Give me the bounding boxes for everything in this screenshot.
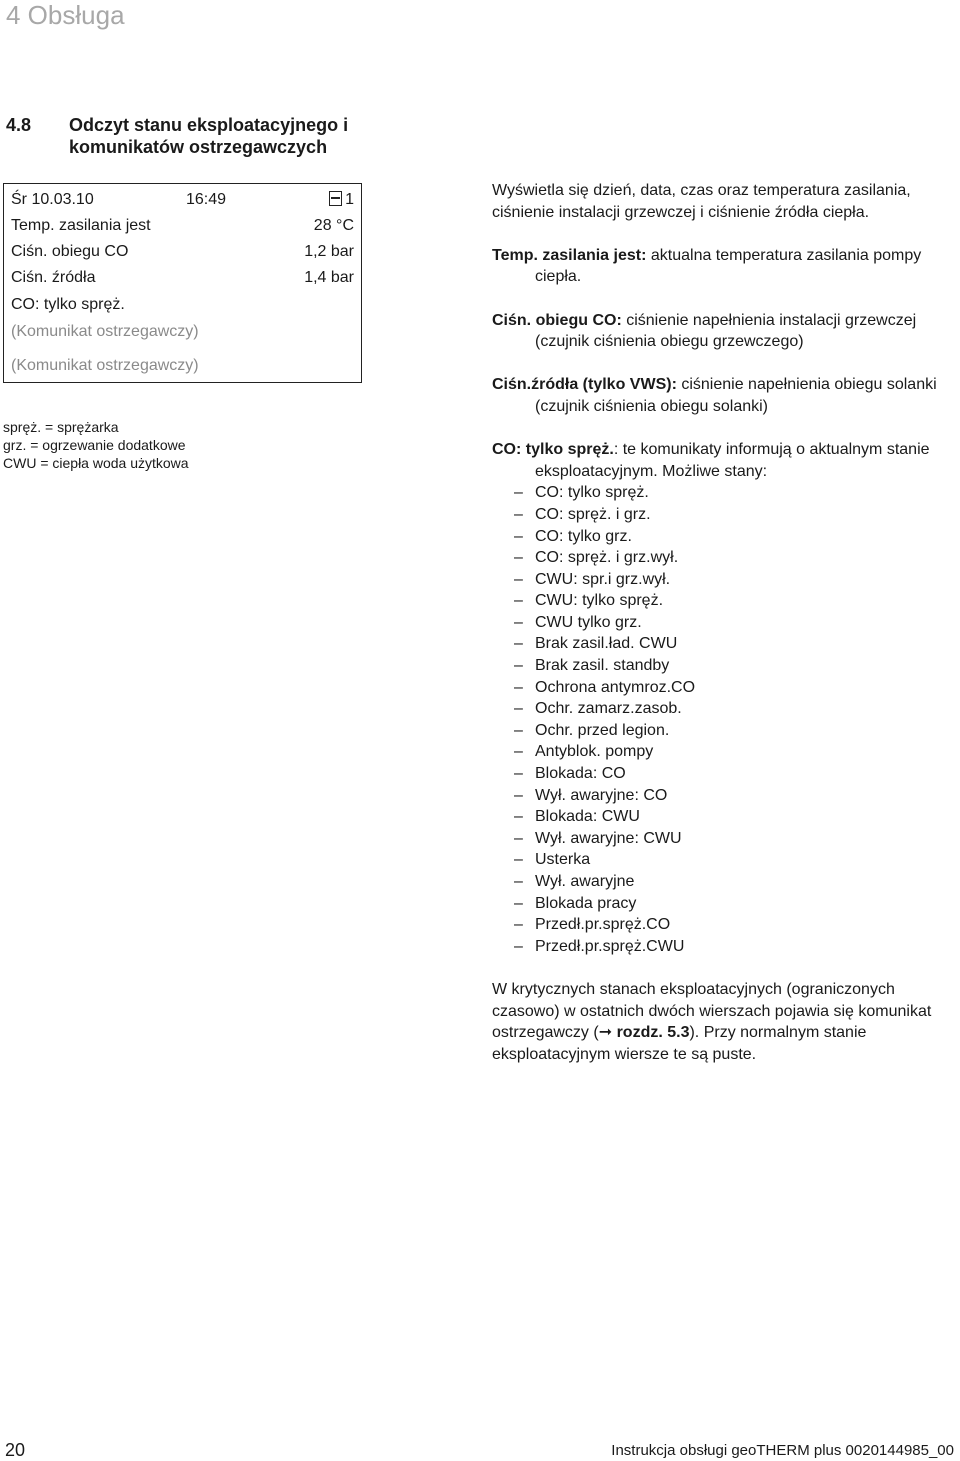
dash-marker: – — [514, 786, 523, 804]
list-item — [492, 828, 954, 850]
state-text: Wył. awaryjne — [535, 873, 635, 890]
arrow-icon: ➞ — [598, 1024, 613, 1042]
state-text: CO: tylko spręż. — [535, 484, 649, 502]
state-text: Przedł.pr.spręż.CO — [535, 916, 671, 934]
list-item — [492, 547, 954, 569]
legend-item: spręż. = sprężarka — [3, 419, 119, 435]
description-column — [492, 180, 954, 1087]
display-row-label: Temp. zasilania jest — [11, 217, 151, 234]
dash-marker: – — [514, 549, 523, 567]
state-text: Usterka — [535, 851, 591, 869]
definition — [492, 374, 954, 417]
dash-marker: – — [514, 937, 523, 955]
display-row — [11, 269, 354, 291]
display-row-label: Ciśn. źródła — [11, 269, 96, 286]
state-text: CWU: tylko spręż. — [535, 592, 664, 610]
chapter-reference-link[interactable]: rozdz. 5.3 — [616, 1024, 690, 1042]
state-text: CO: tylko grz. — [535, 527, 632, 545]
closing-text: ). Przy normalnym stanie eksploatacyjnym wiersze te są puste. — [492, 1024, 867, 1063]
definition-term: CO: tylko spręż. — [492, 441, 614, 459]
state-text: Wył. awaryjne: CO — [535, 786, 668, 804]
list-item — [492, 633, 954, 655]
list-item — [492, 785, 954, 807]
list-item — [492, 504, 954, 526]
list-item — [492, 806, 954, 828]
list-item — [492, 914, 954, 936]
list-item — [492, 849, 954, 871]
display-warning-text: (Komunikat ostrzegawczy) — [11, 357, 199, 374]
dash-marker: – — [514, 721, 523, 739]
list-item — [492, 871, 954, 893]
list-item — [492, 482, 954, 504]
controller-display — [3, 183, 362, 383]
display-row-label: Ciśn. obiegu CO — [11, 243, 129, 260]
state-text: CO: spręż. i grz.wył. — [535, 549, 679, 567]
display-operating-status — [11, 296, 354, 318]
state-text: Przedł.pr.spręż.CWU — [535, 937, 685, 955]
state-text: Blokada pracy — [535, 894, 637, 912]
display-row-value: 1,2 bar — [304, 243, 354, 260]
page-number: 20 — [5, 1440, 26, 1460]
list-item — [492, 893, 954, 915]
dash-marker: – — [514, 873, 523, 890]
state-text: Brak zasil.ład. CWU — [535, 635, 678, 653]
dash-marker: – — [514, 894, 523, 912]
state-text: CO: spręż. i grz. — [535, 505, 651, 523]
chapter-title: 4 Obsługa — [6, 0, 125, 30]
dash-marker: – — [514, 808, 523, 826]
menu-icon — [329, 191, 342, 206]
list-item — [492, 936, 954, 958]
display-warning-1 — [11, 323, 354, 345]
display-row-value: 28 °C — [313, 217, 354, 234]
list-item — [492, 569, 954, 591]
definition — [492, 310, 954, 353]
list-item — [492, 612, 954, 634]
section-title: Odczyt stanu eksploatacyjnego i komunikatów ostrzegawczych — [69, 115, 349, 157]
display-day-date: Śr 10.03.10 — [11, 191, 94, 208]
dash-marker: – — [514, 570, 523, 588]
list-item — [492, 763, 954, 785]
display-row-value: 1,4 bar — [304, 269, 354, 286]
intro-paragraph: Wyświetla się dzień, data, czas oraz temperatura zasilania, ciśnienie instalacji grzewczej i ciśnienie źródła ciepła. — [492, 182, 911, 221]
closing-paragraph — [492, 979, 954, 1065]
dash-marker: – — [514, 700, 523, 718]
definition-text: ciśnienie napełnienia instalacji grzewczej (czujnik ciśnienia obiegu grzewczego) — [535, 311, 917, 351]
dash-marker: – — [514, 505, 523, 523]
section-number: 4.8 — [6, 115, 32, 135]
display-menu-number-wrap — [329, 191, 354, 209]
abbreviation-legend — [3, 418, 189, 472]
display-time: 16:49 — [186, 191, 227, 208]
dash-marker: – — [514, 613, 523, 631]
state-text: Ochr. przed legion. — [535, 721, 670, 739]
dash-marker: – — [514, 743, 523, 761]
display-menu-number: 1 — [345, 191, 354, 208]
dash-marker: – — [514, 592, 523, 610]
definition — [492, 439, 954, 482]
display-status-text: CO: tylko spręż. — [11, 296, 125, 313]
state-text: CWU: spr.i grz.wył. — [535, 570, 671, 588]
dash-marker: – — [514, 916, 523, 934]
closing-text: W krytycznych stanach eksploatacyjnych (ograniczonych czasowo) w ostatnich dwóch wierszach pojawia się komunikat ostrzegawczy ( — [492, 980, 932, 1042]
definition-text: aktualna temperatura zasilania pompy ciepła. — [535, 246, 922, 286]
state-text: Blokada: CWU — [535, 808, 640, 826]
state-text: Antyblok. pompy — [535, 743, 654, 761]
definition-term: Ciśn. obiegu CO: — [492, 311, 622, 329]
display-row — [11, 243, 354, 265]
state-text: Blokada: CO — [535, 765, 626, 783]
display-warning-text: (Komunikat ostrzegawczy) — [11, 323, 199, 340]
dash-marker: – — [514, 678, 523, 696]
state-text: Ochrona antymroz.CO — [535, 678, 696, 696]
state-list — [492, 482, 954, 957]
legend-item: CWU = ciepła woda użytkowa — [3, 455, 189, 471]
legend-item: grz. = ogrzewanie dodatkowe — [3, 437, 186, 453]
definition-text: : te komunikaty informują o aktualnym stanie eksploatacyjnym. Możliwe stany: — [535, 441, 930, 480]
list-item — [492, 698, 954, 720]
dash-marker: – — [514, 829, 523, 847]
state-text: CWU tylko grz. — [535, 613, 642, 631]
dash-marker: – — [514, 851, 523, 869]
document-title: Instrukcja obsługi geoTHERM plus 0020144985_00 — [611, 1442, 954, 1459]
dash-marker: – — [514, 657, 523, 675]
dash-marker: – — [514, 527, 523, 545]
list-item — [492, 720, 954, 742]
display-status-row — [11, 191, 354, 213]
definition — [492, 245, 954, 288]
dash-marker: – — [514, 765, 523, 783]
definition-term: Ciśn.źródła (tylko VWS): — [492, 376, 677, 394]
display-warning-2 — [11, 357, 354, 379]
list-item — [492, 655, 954, 677]
state-text: Wył. awaryjne: CWU — [535, 829, 682, 847]
list-item — [492, 526, 954, 548]
state-text: Brak zasil. standby — [535, 657, 670, 675]
list-item — [492, 741, 954, 763]
dash-marker: – — [514, 484, 523, 502]
definition-term: Temp. zasilania jest: — [492, 246, 647, 264]
list-item — [492, 677, 954, 699]
definition-text: ciśnienie napełnienia obiegu solanki (czujnik ciśnienia obiegu solanki) — [535, 376, 937, 415]
dash-marker: – — [514, 635, 523, 653]
list-item — [492, 590, 954, 612]
state-text: Ochr. zamarz.zasob. — [535, 700, 682, 718]
display-row — [11, 217, 354, 239]
